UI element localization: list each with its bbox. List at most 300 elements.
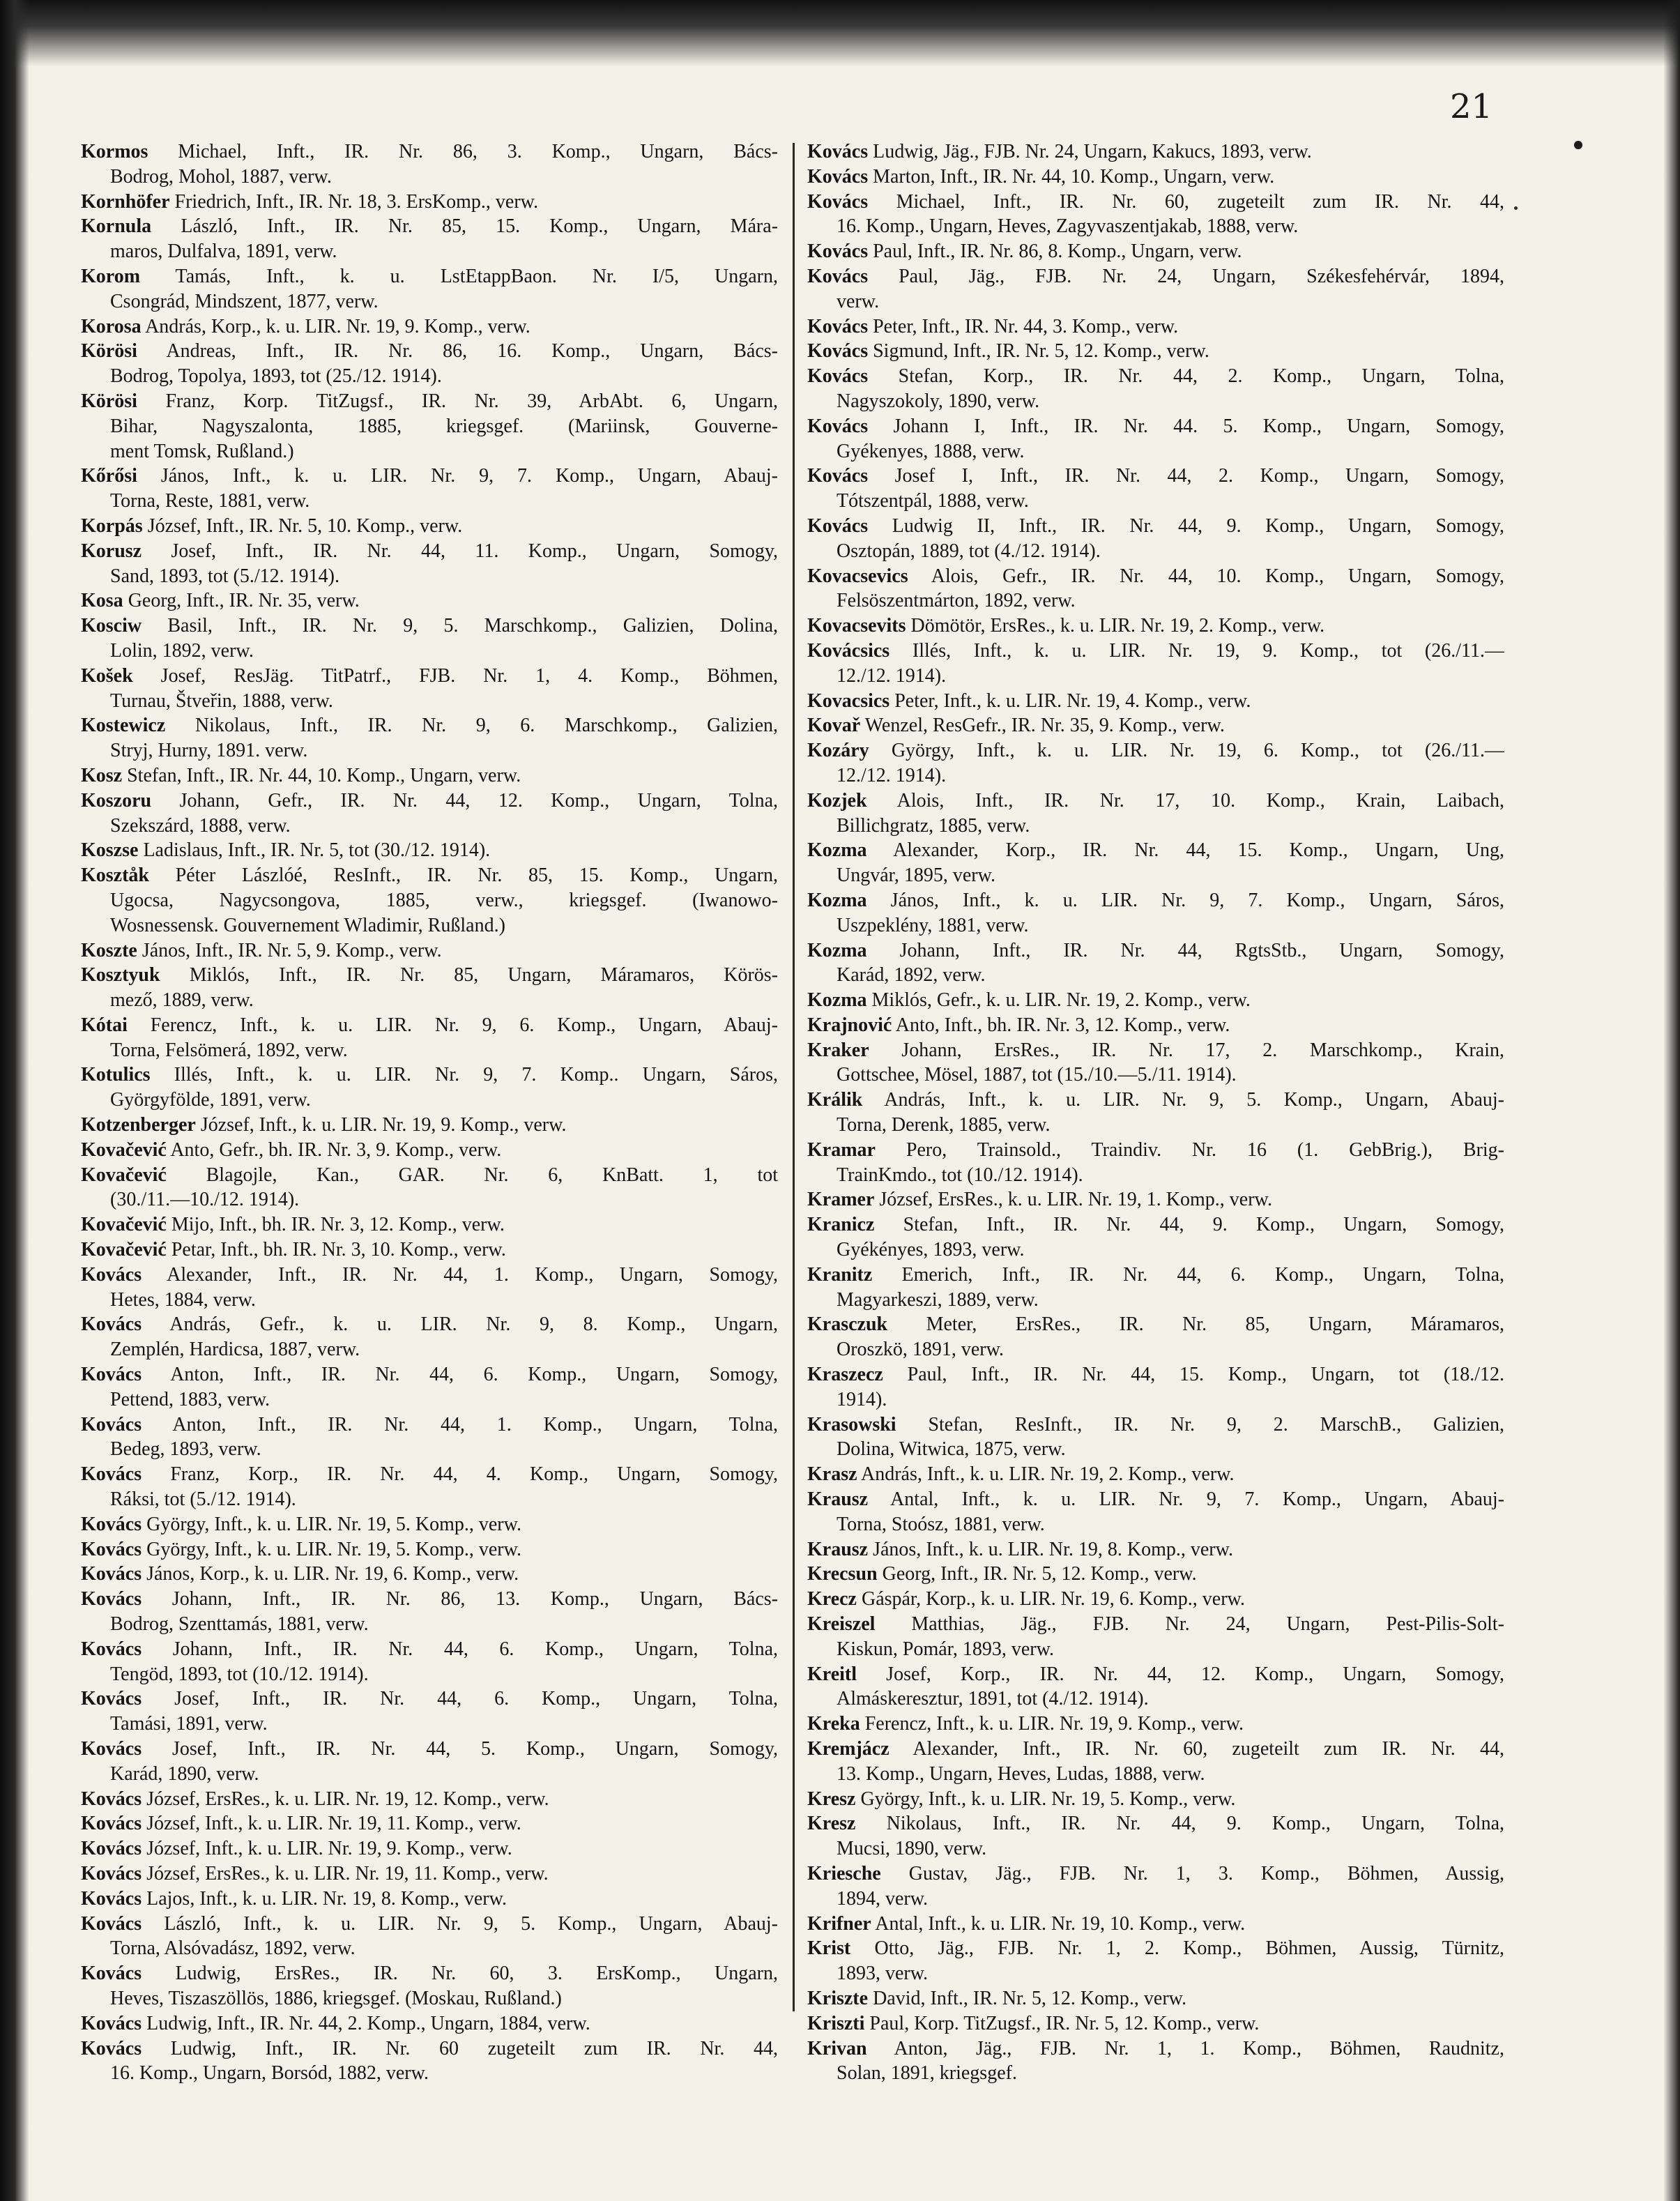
entry-surname: Kovács [81,1588,142,1610]
entry-surname: Koszse [81,839,139,862]
entry-text: Sigmund, Inft., IR. Nr. 5, 12. Komp., verw. [873,340,1209,363]
entry-continuation-line [807,1887,1504,1912]
entry-surname: Krasczuk [807,1313,888,1336]
entry-text: Almáskeresztur, 1891, tot (4./12. 1914). [837,1688,1149,1710]
entry-continuation-line [81,564,778,589]
directory-entry [81,1237,778,1263]
entry-surname: Kovács [81,1463,142,1486]
directory-entry [81,1362,778,1412]
entry-text: László, Inft., IR. Nr. 85, 15. Komp., Ungarn, Mára- [181,215,778,238]
entry-text: József, Inft., k. u. LIR. Nr. 19, 11. Komp., verw. [146,1813,521,1835]
directory-entry [81,1686,778,1737]
directory-entry [807,364,1504,414]
entry-text: Johann, Inft., IR. Nr. 44, RgtsStb., Ungarn, Somogy, [899,939,1504,961]
entry-first-line [807,1986,1504,2011]
scan-left-edge [0,0,29,2201]
entry-text: Miklós, Gefr., k. u. LIR. Nr. 19, 2. Komp., verw. [871,989,1251,1012]
directory-entry [807,689,1504,714]
entry-text: Oroszkö, 1891, verw. [837,1339,1005,1361]
directory-entry [81,1462,778,1512]
entry-text: Josef, Inft., IR. Nr. 44, 5. Komp., Ungarn, Somogy, [171,1738,778,1760]
entry-continuation-line [81,1487,778,1512]
directory-entry [81,2036,778,2087]
entry-first-line [807,2036,1504,2062]
entry-continuation-line [807,439,1504,464]
entry-text: József, Inft., IR. Nr. 5, 10. Komp., verw. [147,515,463,537]
entry-text: Ludwig, Jäg., FJB. Nr. 24, Ungarn, Kakucs, 1893, verw. [873,141,1312,162]
entry-continuation-line [807,2061,1504,2086]
entry-continuation-line [81,1038,778,1063]
directory-entry [807,165,1504,190]
directory-entry [81,139,778,190]
entry-first-line [81,1537,778,1562]
entry-surname: Kovács [807,365,869,388]
entry-first-line [807,1912,1504,1937]
entry-text: Anto, Gefr., bh. IR. Nr. 3, 9. Komp., verw. [170,1138,502,1161]
entry-text: Stefan, Korp., IR. Nr. 44, 2. Komp., Ungarn, Tolna, [898,365,1504,388]
entry-text: Nikolaus, Inft., IR. Nr. 44, 9. Komp., Ungarn, Tolna, [886,1813,1504,1835]
entry-continuation-line [81,2061,778,2086]
entry-first-line [81,264,778,289]
entry-text: (30./11.—10./12. 1914). [110,1189,300,1211]
entry-continuation-line [807,214,1504,239]
entry-text: Bodrog, Mohol, 1887, verw. [110,165,332,188]
entry-surname: Koszte [81,939,137,961]
entry-first-line [807,789,1504,814]
entry-first-line [81,789,778,814]
entry-first-line [807,2011,1504,2036]
entry-text: Stefan, Inft., IR. Nr. 44, 10. Komp., Ungarn, verw. [127,764,521,786]
directory-entry [81,1537,778,1562]
directory-entry [81,1861,778,1887]
entry-surname: Kótai [81,1014,128,1036]
entry-text: György, Inft., k. u. LIR. Nr. 19, 5. Komp., verw. [146,1538,522,1560]
directory-entry [807,190,1504,240]
entry-surname: Králik [807,1089,863,1111]
entry-first-line [81,1861,778,1887]
entry-text: János, Inft., k. u. LIR. Nr. 9, 7. Komp., Ungarn, Abauj- [160,465,778,487]
entry-surname: Kosz [81,764,123,786]
entry-text: Torna, Reste, 1881, verw. [110,490,310,512]
entry-first-line [81,1362,778,1387]
entry-first-line [81,838,778,863]
entry-first-line [807,888,1504,913]
entry-continuation-line [807,963,1504,988]
entry-first-line [807,1562,1504,1587]
entry-surname: Košek [81,664,133,687]
entry-text: Ludwig II, Inft., IR. Nr. 44, 9. Komp., Ungarn, Somogy, [892,515,1504,537]
entry-surname: Kovács [807,141,869,162]
entry-surname: Kramer [807,1189,875,1211]
entry-text: Gyékenyes, 1888, verw. [837,440,1025,462]
entry-text: 16. Komp., Ungarn, Heves, Zagyvaszentjakab, 1888, verw. [837,215,1299,238]
entry-first-line [807,165,1504,190]
entry-first-line [81,1587,778,1612]
entry-surname: Kosztåk [81,865,149,887]
entry-first-line [81,1912,778,1937]
entry-continuation-line [807,1337,1504,1362]
directory-entry [807,1212,1504,1263]
directory-entry [81,863,778,938]
entry-surname: Kovács [807,165,869,188]
entry-text: maros, Dulfalva, 1891, verw. [110,241,337,263]
ink-speck [1514,206,1518,210]
entry-continuation-line [807,1063,1504,1088]
entry-text: Karád, 1890, verw. [110,1762,259,1785]
entry-first-line [807,1861,1504,1887]
entry-first-line [807,938,1504,964]
entry-first-line [81,1138,778,1163]
entry-surname: Kozma [807,839,867,862]
entry-first-line [807,738,1504,763]
entry-continuation-line [81,1088,778,1113]
directory-entry [807,414,1504,464]
entry-text: Andreas, Inft., IR. Nr. 86, 16. Komp., Ungarn, Bács- [166,340,778,363]
directory-entry [807,2036,1504,2087]
entry-surname: Krausz [807,1538,869,1560]
entry-surname: Kraszecz [807,1364,883,1386]
entry-text: Magyarkeszi, 1889, verw. [837,1288,1039,1311]
entry-first-line [81,1887,778,1912]
directory-entry [807,1462,1504,1487]
directory-entry [807,314,1504,340]
entry-text: 12./12. 1914). [837,664,947,687]
directory-entry [807,139,1504,165]
entry-continuation-line [807,863,1504,888]
entry-first-line [81,1163,778,1188]
entry-surname: Kovács [81,1838,142,1860]
directory-entry [807,1562,1504,1587]
entry-text: Illés, Inft., k. u. LIR. Nr. 9, 7. Komp.. Ungarn, Sáros, [174,1064,778,1086]
entry-text: Dolina, Witwica, 1875, verw. [837,1438,1066,1461]
entry-surname: Kovács [807,315,869,337]
entry-first-line [81,314,778,340]
directory-entry [807,938,1504,989]
entry-first-line [807,1462,1504,1487]
entry-first-line [807,264,1504,289]
entry-surname: Kosciw [81,615,142,637]
entry-text: 1914). [837,1388,887,1410]
entry-continuation-line [807,913,1504,938]
entry-text: Josef, Inft., IR. Nr. 44, 11. Komp., Ungarn, Somogy, [171,540,778,562]
directory-entry [81,938,778,964]
entry-text: Péter Lászlóé, ResInft., IR. Nr. 85, 15. Komp., Ungarn, [175,865,778,887]
directory-entry [81,1836,778,1861]
entry-continuation-line [81,414,778,439]
directory-entry [807,464,1504,514]
directory-entry [81,1263,778,1313]
entry-text: Mijo, Inft., bh. IR. Nr. 3, 12. Komp., verw. [171,1214,505,1236]
entry-first-line [81,1811,778,1836]
entry-text: Györgyfölde, 1891, verw. [110,1089,311,1111]
entry-text: Stefan, Inft., IR. Nr. 44, 9. Komp., Ungarn, Somogy, [903,1214,1504,1236]
entry-surname: Kovačević [81,1214,167,1236]
directory-entry [807,564,1504,614]
entry-first-line [807,1212,1504,1237]
entry-text: Johann, Gefr., IR. Nr. 44, 12. Komp., Ungarn, Tolna, [179,789,778,812]
entry-surname: Kőrősi [81,465,137,487]
entry-surname: Kraker [807,1039,869,1061]
directory-entry [81,789,778,839]
entry-text: Emerich, Inft., IR. Nr. 44, 6. Komp., Ungarn, Tolna, [901,1263,1504,1286]
left-column [81,139,778,2086]
entry-first-line [81,139,778,165]
directory-entry [807,1712,1504,1737]
entry-first-line [807,1263,1504,1288]
entry-surname: Kovácsics [807,639,890,662]
entry-continuation-line [81,1662,778,1687]
page-number: 21 [1450,87,1493,126]
directory-entry [81,614,778,664]
entry-surname: Korosa [81,315,142,337]
entry-text: Torna, Alsóvadász, 1892, verw. [110,1937,356,1960]
entry-first-line [81,339,778,364]
entry-first-line [807,1787,1504,1812]
entry-surname: Kozma [807,939,867,961]
entry-text: 16. Komp., Ungarn, Borsód, 1882, verw. [110,2062,429,2085]
entry-surname: Kovács [807,415,869,437]
directory-entry [807,1013,1504,1038]
entry-text: Petar, Inft., bh. IR. Nr. 3, 10. Komp., verw. [171,1239,506,1261]
entry-text: Friedrich, Inft., IR. Nr. 18, 3. ErsKomp., verw. [174,190,539,213]
entry-first-line [81,1212,778,1237]
entry-surname: Kormos [81,141,148,162]
directory-entry [81,1063,778,1113]
entry-text: Torna, Felsömerá, 1892, verw. [110,1039,348,1061]
directory-entry [81,190,778,215]
entry-first-line [807,1811,1504,1836]
entry-text: Turnau, Štveřin, 1888, verw. [110,690,333,712]
entry-text: Ráksi, tot (5./12. 1914). [110,1488,296,1511]
entry-text: Karád, 1892, verw. [837,964,986,987]
entry-first-line [81,1737,778,1762]
entry-text: János, Inft., IR. Nr. 5, 9. Komp., verw. [142,939,442,961]
entry-text: Lolin, 1892, verw. [110,639,254,662]
directory-entry [807,1787,1504,1812]
entry-continuation-line [81,738,778,763]
directory-entry [81,1163,778,1213]
entry-text: David, Inft., IR. Nr. 5, 12. Komp., verw. [873,1987,1187,2009]
entry-surname: Kovačević [81,1138,167,1161]
entry-text: Tengöd, 1893, tot (10./12. 1914). [110,1663,369,1685]
entry-surname: Krivan [807,2037,867,2059]
entry-text: Hetes, 1884, verw. [110,1288,256,1311]
entry-first-line [807,1587,1504,1612]
directory-entry [807,639,1504,689]
entry-text: Anton, Inft., IR. Nr. 44, 6. Komp., Ungarn, Somogy, [170,1364,778,1386]
entry-surname: Körösi [81,390,137,412]
entry-surname: Korpás [81,515,143,537]
entry-text: Bodrog, Topolya, 1893, tot (25./12. 1914). [110,365,442,388]
entry-continuation-line [81,439,778,464]
entry-text: József, ErsRes., k. u. LIR. Nr. 19, 12. Komp., verw. [146,1788,549,1810]
entry-continuation-line [807,1163,1504,1188]
directory-entry [807,1936,1504,1986]
entry-text: Johann I, Inft., IR. Nr. 44. 5. Komp., Ungarn, Somogy, [893,415,1504,437]
scan-right-edge [1663,0,1680,2201]
entry-first-line [81,214,778,239]
entry-surname: Krist [807,1937,851,1960]
entry-surname: Kornhöfer [81,190,170,213]
directory-entry [81,763,778,789]
directory-entry [807,1737,1504,1787]
entry-first-line [81,190,778,215]
directory-entry [81,1412,778,1463]
directory-entry [807,988,1504,1013]
entry-text: ment Tomsk, Rußland.) [110,440,294,462]
entry-text: verw. [837,290,880,312]
directory-entry [81,389,778,464]
entry-text: 12./12. 1914). [837,764,947,786]
directory-entry [807,1811,1504,1861]
entry-continuation-line [807,489,1504,514]
entry-first-line [807,139,1504,165]
entry-surname: Koszoru [81,789,152,812]
directory-entry [81,1887,778,1912]
entry-text: Michael, Inft., IR. Nr. 60, zugeteilt zum IR. Nr. 44, [896,190,1504,213]
entry-text: Alexander, Korp., IR. Nr. 44, 15. Komp., Ungarn, Ung, [893,839,1504,862]
entry-text: 1893, verw. [837,1963,929,1985]
entry-surname: Kovacsics [807,690,890,712]
directory-entry [807,1587,1504,1612]
entry-text: Alois, Inft., IR. Nr. 17, 10. Komp., Krain, Laibach, [896,789,1504,812]
entry-surname: Krasowski [807,1413,896,1435]
entry-surname: Kovács [81,1887,142,1910]
entry-text: Gottschee, Mösel, 1887, tot (15./10.—5./11. 1914). [837,1064,1237,1086]
entry-continuation-line [807,814,1504,839]
entry-text: Solan, 1891, kriegsgef. [837,2062,1017,2085]
entry-surname: Kranicz [807,1214,875,1236]
entry-text: József, Inft., k. u. LIR. Nr. 19, 9. Komp., verw. [200,1114,567,1136]
ink-dot [1574,141,1582,149]
entry-text: Csongrád, Mindszent, 1877, verw. [110,290,379,312]
directory-entry [81,464,778,514]
entry-first-line [81,1961,778,1986]
entry-surname: Kovács [81,1513,142,1535]
entry-text: Peter, Inft., IR. Nr. 44, 3. Komp., verw. [873,315,1179,337]
entry-text: Matthias, Jäg., FJB. Nr. 24, Ungarn, Pest-Pilis-Solt- [911,1613,1504,1636]
entry-first-line [807,1537,1504,1562]
entry-text: Ladislaus, Inft., IR. Nr. 5, tot (30./12. 1914). [143,839,491,862]
entry-surname: Körösi [81,340,137,363]
entry-text: Wosnessensk. Gouvernement Wladimir, Rußland.) [110,914,505,936]
column-divider [793,143,795,2011]
entry-text: András, Gefr., k. u. LIR. Nr. 9, 8. Komp., Ungarn, [169,1313,778,1336]
entry-text: Alexander, Inft., IR. Nr. 60, zugeteilt zum IR. Nr. 44, [912,1738,1504,1760]
entry-first-line [81,713,778,738]
directory-entry [807,264,1504,314]
entry-text: Billichgratz, 1885, verw. [837,814,1030,837]
entry-surname: Kozma [807,889,867,911]
directory-entry [81,1562,778,1587]
entry-surname: Kriesche [807,1862,881,1884]
directory-entry [81,1212,778,1237]
entry-surname: Kovács [81,1813,142,1835]
entry-text: Antal, Inft., k. u. LIR. Nr. 9, 7. Komp., Ungarn, Abauj- [890,1488,1504,1511]
entry-text: Miklós, Inft., IR. Nr. 85, Ungarn, Máramaros, Körös- [189,964,778,987]
entry-surname: Kostewicz [81,715,166,737]
entry-text: Tamási, 1891, verw. [110,1713,268,1735]
directory-entry [807,1861,1504,1912]
directory-entry [807,239,1504,264]
entry-first-line [81,1263,778,1288]
entry-text: Michael, Inft., IR. Nr. 86, 3. Komp., Ungarn, Bács- [178,141,778,162]
entry-surname: Kremjácz [807,1738,889,1760]
entry-surname: Kovács [81,1413,142,1435]
entry-text: Ferencz, Inft., k. u. LIR. Nr. 19, 9. Komp., verw. [864,1713,1244,1735]
right-column [807,139,1504,2086]
entry-text: Heves, Tiszaszöllös, 1886, kriegsgef. (Moskau, Rußland.) [110,1987,562,2009]
entry-text: Bihar, Nagyszalonta, 1885, kriegsgef. (Mariinsk, Gouverne- [110,415,778,437]
directory-entry [81,1811,778,1836]
directory-entry [81,514,778,539]
entry-first-line [81,588,778,614]
entry-text: Paul, Jäg., FJB. Nr. 24, Ungarn, Székesfehérvár, 1894, [899,265,1504,287]
entry-continuation-line [81,1288,778,1313]
entry-text: Kiskun, Pomár, 1893, verw. [837,1638,1055,1660]
entry-text: György, Inft., k. u. LIR. Nr. 19, 5. Komp., verw. [860,1788,1236,1810]
directory-entry [81,713,778,763]
entry-surname: Kosztyuk [81,964,160,987]
directory-entry [81,539,778,589]
entry-text: Bedeg, 1893, verw. [110,1438,261,1461]
entry-text: Dömötör, ErsRes., k. u. LIR. Nr. 19, 2. Komp., verw. [910,615,1325,637]
entry-text: Franz, Korp., IR. Nr. 44, 4. Komp., Ungarn, Somogy, [170,1463,778,1486]
entry-text: András, Korp., k. u. LIR. Nr. 19, 9. Komp., verw. [145,315,530,337]
entry-first-line [81,539,778,564]
entry-continuation-line [807,389,1504,414]
entry-text: Otto, Jäg., FJB. Nr. 1, 2. Komp., Böhmen, Aussig, Türnitz, [874,1937,1504,1960]
entry-first-line [81,1787,778,1812]
entry-first-line [81,1412,778,1438]
entry-surname: Kreiszel [807,1613,876,1636]
entry-text: Alexander, Inft., IR. Nr. 44, 1. Komp., Ungarn, Somogy, [167,1263,778,1286]
directory-entry [81,1912,778,1962]
entry-surname: Krecsun [807,1563,878,1585]
entry-text: Nikolaus, Inft., IR. Nr. 9, 6. Marschkomp., Galizien, [194,715,778,737]
entry-first-line [81,2036,778,2062]
directory-entry [807,1312,1504,1362]
entry-surname: Kozma [807,989,867,1012]
directory-entry [81,264,778,314]
entry-text: Johann, Inft., IR. Nr. 44, 6. Komp., Ungarn, Tolna, [172,1638,778,1660]
entry-first-line [807,414,1504,439]
entry-text: János, Inft., k. u. LIR. Nr. 9, 7. Komp., Ungarn, Sáros, [890,889,1504,911]
entry-text: András, Inft., k. u. LIR. Nr. 9, 5. Komp., Ungarn, Abauj- [884,1089,1504,1111]
entry-text: Gyékényes, 1893, verw. [837,1239,1025,1261]
entry-text: Nagyszokoly, 1890, verw. [837,390,1040,412]
entry-first-line [807,614,1504,639]
entry-surname: Kovács [81,1688,142,1710]
entry-continuation-line [807,1686,1504,1712]
entry-text: Wenzel, ResGefr., IR. Nr. 35, 9. Komp., verw. [864,715,1225,737]
entry-first-line [807,1312,1504,1337]
entry-surname: Kotzenberger [81,1114,196,1136]
entry-continuation-line [81,364,778,389]
entry-text: mező, 1889, verw. [110,989,254,1012]
entry-text: János, Korp., k. u. LIR. Nr. 19, 6. Komp., verw. [146,1563,519,1585]
entry-continuation-line [81,913,778,938]
entry-text: Sand, 1893, tot (5./12. 1914). [110,565,339,587]
entry-continuation-line [81,1387,778,1412]
directory-entry [81,1138,778,1163]
entry-continuation-line [81,689,778,714]
entry-text: Torna, Stoósz, 1881, verw. [837,1513,1045,1535]
entry-surname: Kovács [807,241,869,263]
directory-entry [81,1113,778,1138]
entry-text: József, ErsRes., k. u. LIR. Nr. 19, 1. Komp., verw. [879,1189,1272,1211]
entry-surname: Kramar [807,1138,876,1161]
